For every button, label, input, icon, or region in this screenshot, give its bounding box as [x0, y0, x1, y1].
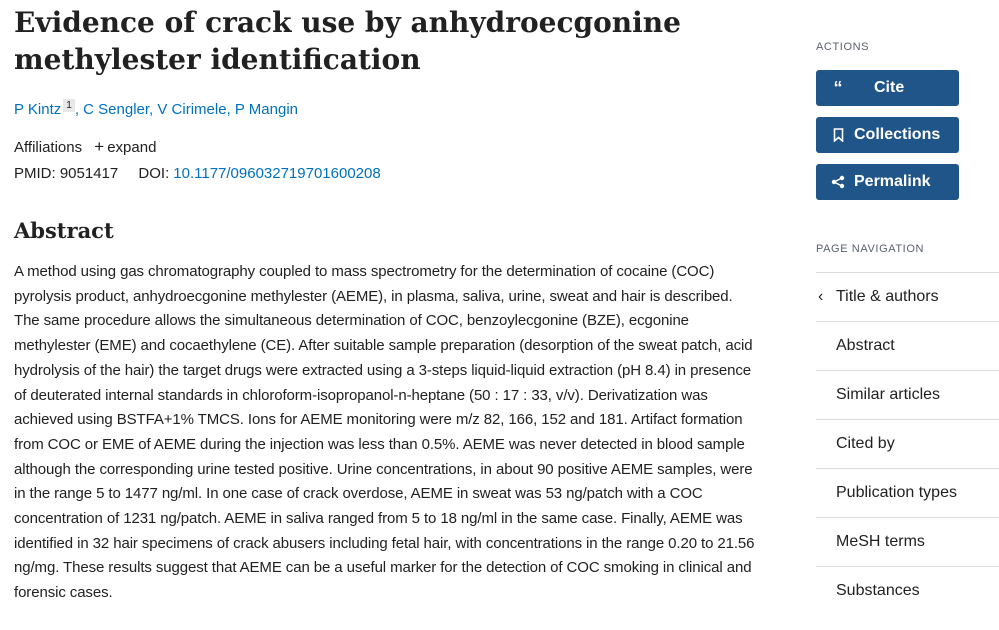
- plus-icon: +: [94, 137, 105, 156]
- nav-item-mesh-terms[interactable]: [816, 517, 999, 566]
- permalink-button[interactable]: [816, 164, 959, 200]
- article-title: Evidence of crack use by anhydroecgonine methylester identification: [14, 6, 681, 76]
- nav-item-label: Abstract: [836, 337, 895, 354]
- affiliation-marker[interactable]: 1: [63, 99, 75, 112]
- chevron-left-icon: ‹: [818, 288, 824, 305]
- nav-item-label: Publication types: [836, 484, 957, 501]
- nav-item-title-authors[interactable]: [816, 272, 999, 321]
- nav-item-label: Cited by: [836, 435, 895, 452]
- author-link[interactable]: C Sengler: [83, 101, 150, 118]
- bookmark-icon: [830, 128, 846, 142]
- author-link[interactable]: P Kintz: [14, 101, 62, 118]
- abstract-heading: Abstract: [14, 218, 114, 243]
- cite-button[interactable]: [816, 70, 959, 106]
- nav-item-similar-articles[interactable]: [816, 370, 999, 419]
- permalink-label: Permalink: [854, 173, 931, 190]
- cite-label: Cite: [874, 79, 905, 96]
- actions-label: ACTIONS: [816, 41, 870, 53]
- doi-link[interactable]: 10.1177/096032719701600208: [173, 165, 381, 182]
- quote-icon: “: [833, 77, 843, 98]
- doi-label: DOI:: [138, 165, 170, 182]
- affiliations-label: Affiliations: [14, 139, 83, 156]
- identifiers-row: [14, 165, 381, 182]
- nav-item-label: MeSH terms: [836, 533, 925, 550]
- nav-item-label: Similar articles: [836, 386, 941, 403]
- author-list: P Kintz $^1$ , C Sengler, V Cirimele, P Mangin: [14, 100, 299, 118]
- nav-item-label: Title & authors: [836, 288, 939, 305]
- expand-affiliations-button[interactable]: [94, 139, 156, 156]
- page-navigation-label: PAGE NAVIGATION: [816, 243, 925, 255]
- pmid-label: PMID:: [14, 165, 56, 182]
- nav-item-substances[interactable]: [816, 566, 999, 615]
- abstract-text: A method using gas chromatography coupled to mass spectrometry for the determination of cocaine (COC) pyrolysis product, anhydroecgonine methylester (AEME), in plasma, saliva, urine, sweat and hair is described. The same procedure allows the simultaneous determination of COC, benzoylecgonine (BZE), ecgonine methylester (EME) and cocaethylene (CE). After suitable sample preparation (desorption of the sweat patch, acid hydrolysis of the hair) the target drugs were extracted using a 3-steps liquid-liquid extraction (pH 8.4) in presence of deuterated internal standards in chloroform-isopropanol-n-heptane (50 : 17 : 33, v/v). Derivatization was achieved using BSTFA+1% TMCS. Ions for AEME monitoring were m/z 82, 166, 152 and 181. Artifact formation from COC or EME of AEME during the injection was less than 0.5%. AEME was never detected in blood sample although the corresponding urine tested positive. Urine concentrations, in about 90 positive AEME samples, were in the range 5 to 1477 ng/ml. In one case of crack overdose, AEME in sweat was 53 ng/patch with a COC concentration of 1231 ng/patch. AEME in saliva ranged from 5 to 18 ng/ml in the same case. Finally, AEME was identified in 32 hair specimens of crack abusers including fetal hair, with concentrations in the range 0.20 to 21.56 ng/mg. These results suggest that AEME can be a useful marker for the detection of COC smoking in clinical and forensic cases.: [14, 263, 755, 602]
- share-icon: [830, 175, 846, 189]
- page-navigation-list: [816, 272, 999, 615]
- author-link[interactable]: P Mangin: [234, 101, 299, 118]
- collections-label: Collections: [854, 126, 941, 143]
- nav-item-publication-types[interactable]: [816, 468, 999, 517]
- affiliations-row: [14, 137, 156, 157]
- nav-item-abstract[interactable]: [816, 321, 999, 370]
- expand-label: expand: [107, 139, 157, 156]
- nav-item-label: Substances: [836, 582, 920, 599]
- nav-item-cited-by[interactable]: [816, 419, 999, 468]
- collections-button[interactable]: [816, 117, 959, 153]
- pmid-value: 9051417: [59, 165, 119, 182]
- author-link[interactable]: V Cirimele: [157, 101, 227, 118]
